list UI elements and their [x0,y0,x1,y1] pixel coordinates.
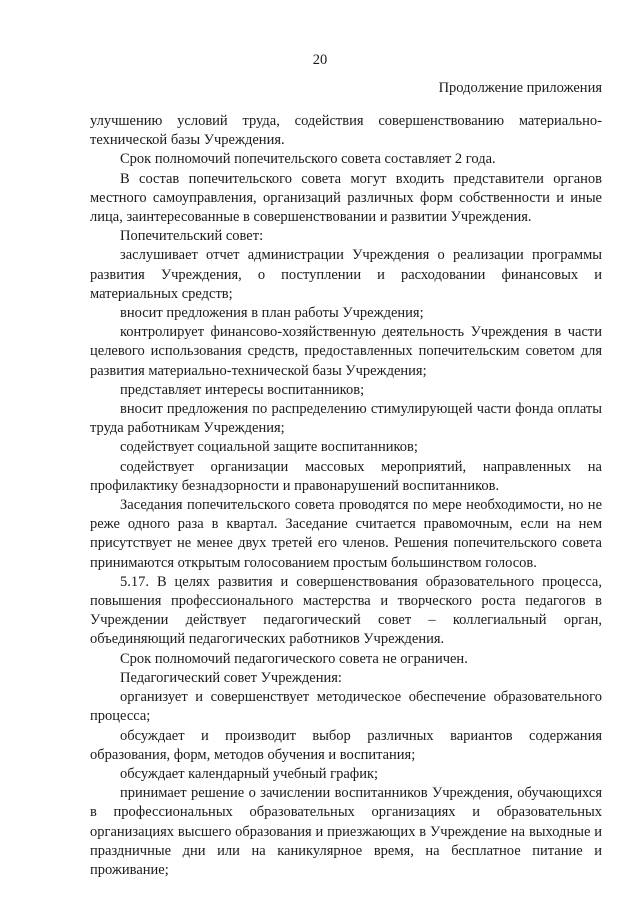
list-item: содействует социальной защите воспитанников; [120,439,418,456]
paragraph: Срок полномочий педагогического совета не ограничен. [120,650,468,667]
paragraph: Попечительский совет: [120,228,264,245]
list-item: вносит предложения по распределению стимулирующей части фонда оплаты труда работникам Учреждения; [90,401,602,437]
document-body [90,112,602,880]
section-paragraph: 5.17. В целях развития и совершенствования образовательного процесса, повышения профессионального мастерства и творческого роста педагогов в Учреждении действует педагогический совет – коллегиальный орган, объединяющий педагогических работников Учреждения. [90,573,602,648]
paragraph: Заседания попечительского совета проводятся по мере необходимости, но не реже одного раза в квартал. Заседание считается правомочным, если на нем присутствует не менее двух третей его членов. Решения попечительского совета принимаются открытым голосованием простым большинством голосов. [90,497,602,571]
paragraph: улучшению условий труда, содействия совершенствованию материально-технической базы Учреждения. [90,113,602,149]
list-item: содействует организации массовых мероприятий, направленных на профилактику безнадзорности и правонарушений воспитанников. [90,458,602,494]
running-head: Продолжение приложения [438,80,602,96]
list-item: организует и совершенствует методическое обеспечение образовательного процесса; [90,689,602,725]
page-number: 20 [312,52,328,68]
list-item: обсуждает календарный учебный график; [120,765,379,782]
paragraph: Срок полномочий попечительского совета составляет 2 года. [120,151,496,168]
list-item: принимает решение о зачислении воспитанников Учреждения, обучающихся в профессиональных образовательных организациях и образовательных организациях высшего образования и приезжающих в Учреждение на выходные и праздничные дни или на каникулярное время, на бесплатное питание и проживание; [90,785,602,878]
paragraph: Педагогический совет Учреждения: [120,669,342,686]
list-item: представляет интересы воспитанников; [120,381,365,398]
list-item: обсуждает и производит выбор различных вариантов содержания образования, форм, методов обучения и воспитания; [90,727,602,763]
list-item: заслушивает отчет администрации Учреждения о реализации программы развития Учреждения, о поступлении и расходовании финансовых и материальных средств; [90,247,602,302]
paragraph: В состав попечительского совета могут входить представители органов местного самоуправления, организаций различных форм собственности и иные лица, заинтересованные в совершенствовании и развитии Учреждения. [90,170,602,226]
list-item: вносит предложения в план работы Учреждения; [120,305,424,322]
list-item: контролирует финансово-хозяйственную деятельность Учреждения в части целевого использования средств, предоставленных попечительским советом для развития материально-технической базы Учреждения; [90,324,602,379]
